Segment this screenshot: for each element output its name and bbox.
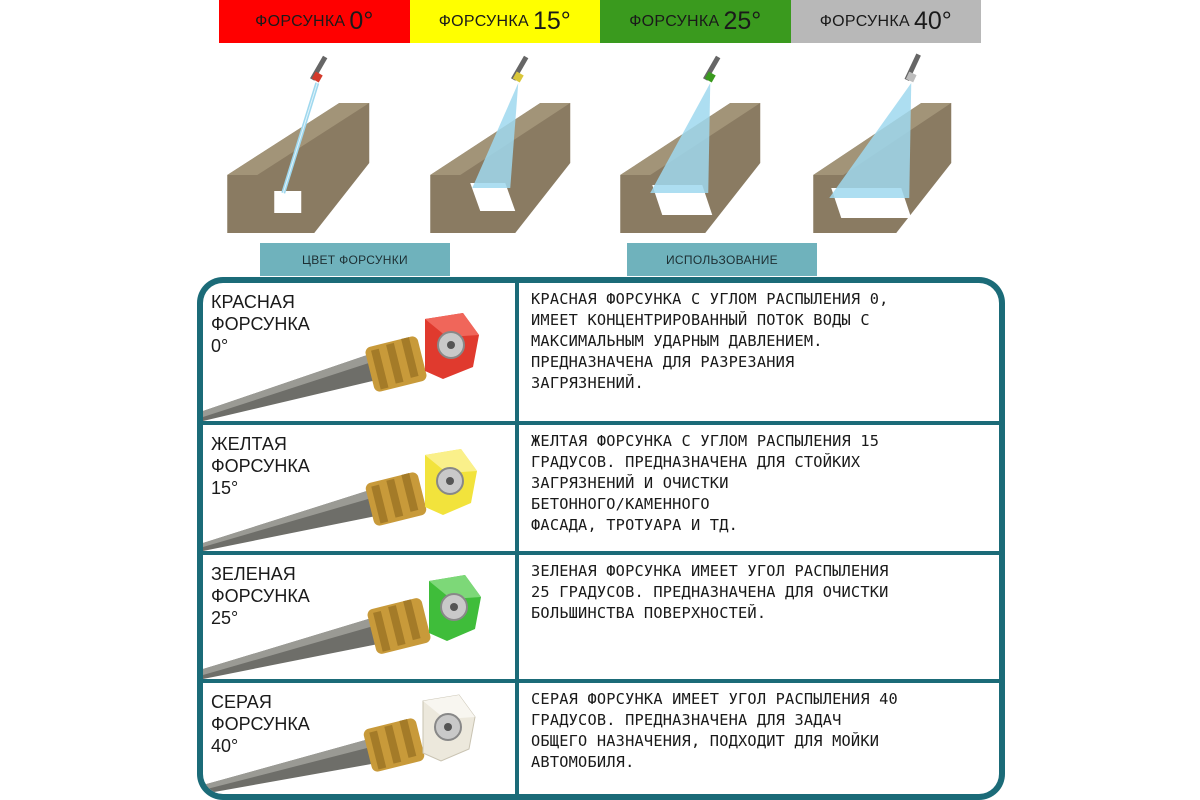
nozzle-name-line: 25° (211, 608, 239, 628)
description-line: ЗЕЛЕНАЯ ФОРСУНКА ИМЕЕТ УГОЛ РАСПЫЛЕНИЯ (531, 562, 889, 580)
spray-0-degree-icon (219, 43, 410, 243)
description-line: ГРАДУСОВ. ПРЕДНАЗНАЧЕНА ДЛЯ СТОЙКИХ (531, 453, 861, 471)
nozzle-table (197, 277, 1005, 800)
spray-25-degree-icon (600, 43, 791, 243)
nozzle-name-line: КРАСНАЯ (211, 292, 295, 312)
angle-header-15 (410, 0, 601, 43)
nozzle-name (211, 291, 310, 357)
angle-header-label: ФОРСУНКА (438, 12, 529, 30)
nozzle-name-line: СЕРАЯ (211, 692, 272, 712)
nozzle-name (211, 691, 310, 757)
table-row (203, 283, 999, 421)
angle-header-0 (219, 0, 410, 43)
spray-illustration-25 (600, 43, 791, 243)
angle-header-label: ФОРСУНКА (255, 12, 346, 30)
column-header-color (260, 243, 450, 276)
nozzle-name (211, 563, 310, 629)
description-line: ГРАДУСОВ. ПРЕДНАЗНАЧЕНА ДЛЯ ЗАДАЧ (531, 711, 842, 729)
description-line: МАКСИМАЛЬНЫМ УДАРНЫМ ДАВЛЕНИЕМ. (531, 332, 823, 350)
angle-header-25 (600, 0, 791, 43)
description-line: ФАСАДА, ТРОТУАРА И ТД. (531, 516, 739, 534)
spray-illustration-15 (410, 43, 601, 243)
usage-cell (519, 555, 999, 679)
nozzle-name-line: 15° (211, 478, 239, 498)
description-line: 25 ГРАДУСОВ. ПРЕДНАЗНАЧЕНА ДЛЯ ОЧИСТКИ (531, 583, 889, 601)
description-line: ПРЕДНАЗНАЧЕНА ДЛЯ РАЗРЕЗАНИЯ (531, 353, 795, 371)
angle-header-label: ФОРСУНКА (819, 12, 910, 30)
nozzle-cell (203, 555, 515, 679)
nozzle-name-line: ЗЕЛЕНАЯ (211, 564, 296, 584)
nozzle-table-inner (203, 283, 999, 794)
usage-cell (519, 683, 999, 794)
table-row (203, 555, 999, 679)
nozzle-name (211, 433, 310, 499)
nozzle-name-line: ФОРСУНКА (211, 586, 310, 606)
nozzle-name-line: ЖЕЛТАЯ (211, 434, 287, 454)
angle-header-label: ФОРСУНКА (629, 12, 720, 30)
nozzle-cell (203, 283, 515, 421)
description-line: ЗАГРЯЗНЕНИЙ И ОЧИСТКИ (531, 474, 729, 492)
spray-illustration-40 (791, 43, 982, 243)
nozzle-name-line: ФОРСУНКА (211, 456, 310, 476)
table-row (203, 683, 999, 794)
usage-description (531, 289, 987, 394)
nozzle-name-line: ФОРСУНКА (211, 314, 310, 334)
spray-40-degree-icon (791, 43, 982, 243)
description-line: БОЛЬШИНСТВА ПОВЕРХНОСТЕЙ. (531, 604, 767, 622)
usage-description (531, 561, 987, 624)
description-line: ЗАГРЯЗНЕНИЙ. (531, 374, 644, 392)
spray-illustration-0 (219, 43, 410, 243)
angle-header-value: 40° (913, 7, 952, 35)
description-line: КРАСНАЯ ФОРСУНКА С УГЛОМ РАСПЫЛЕНИЯ 0, (531, 290, 889, 308)
description-line: БЕТОННОГО/КАМЕННОГО (531, 495, 710, 513)
usage-cell (519, 283, 999, 421)
column-header-usage-label: ИСПОЛЬЗОВАНИЕ (666, 252, 778, 267)
angle-header-bar (219, 0, 981, 43)
angle-header-value: 25° (723, 7, 762, 35)
usage-cell (519, 425, 999, 551)
description-line: АВТОМОБИЛЯ. (531, 753, 635, 771)
description-line: ИМЕЕТ КОНЦЕНТРИРОВАННЫЙ ПОТОК ВОДЫ С (531, 311, 870, 329)
nozzle-name-line: ФОРСУНКА (211, 714, 310, 734)
column-header-color-label: ЦВЕТ ФОРСУНКИ (302, 252, 408, 267)
nozzle-cell (203, 683, 515, 794)
usage-description (531, 689, 987, 773)
table-row (203, 425, 999, 551)
description-line: ЖЕЛТАЯ ФОРСУНКА С УГЛОМ РАСПЫЛЕНИЯ 15 (531, 432, 880, 450)
nozzle-name-line: 40° (211, 736, 239, 756)
usage-description (531, 431, 987, 536)
angle-header-40 (791, 0, 982, 43)
spray-15-degree-icon (410, 43, 601, 243)
description-line: ОБЩЕГО НАЗНАЧЕНИЯ, ПОДХОДИТ ДЛЯ МОЙКИ (531, 732, 880, 750)
description-line: СЕРАЯ ФОРСУНКА ИМЕЕТ УГОЛ РАСПЫЛЕНИЯ 40 (531, 690, 898, 708)
nozzle-name-line: 0° (211, 336, 229, 356)
angle-header-value: 15° (532, 7, 571, 35)
angle-header-value: 0° (349, 7, 374, 35)
nozzle-cell (203, 425, 515, 551)
column-header-usage (627, 243, 817, 276)
spray-illustrations (219, 43, 981, 243)
